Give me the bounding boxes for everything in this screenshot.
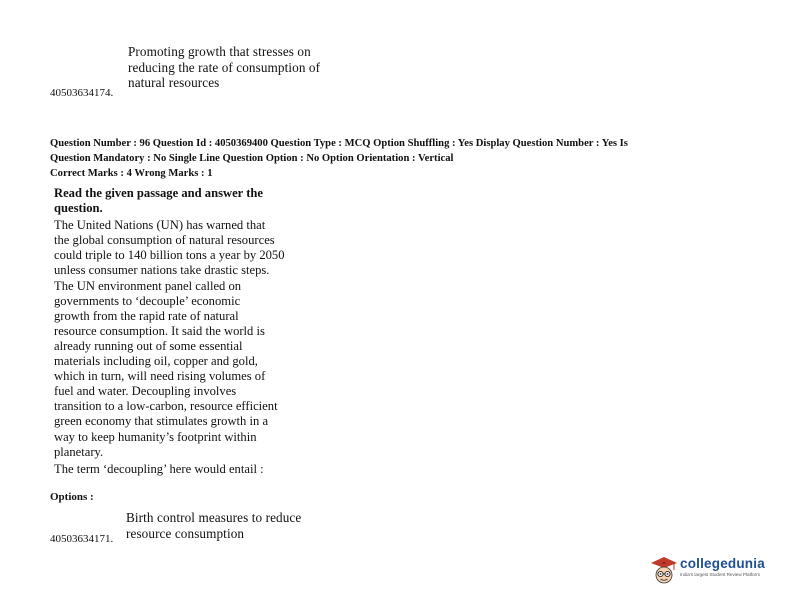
brand-logo	[650, 556, 765, 586]
brand-name: collegedunia	[680, 556, 765, 571]
brand-text	[680, 556, 765, 577]
previous-option-line: natural resources	[128, 75, 220, 90]
brand-tagline: India's largest Student Review Platform	[680, 572, 761, 577]
passage	[54, 186, 294, 477]
passage-line: the global consumption of natural resources	[54, 233, 275, 248]
question-meta-line-2: Question Mandatory : No Single Line Question Option : No Option Orientation : Vertical	[50, 153, 454, 164]
question-meta	[50, 136, 750, 181]
passage-line: materials including oil, copper and gold,	[54, 354, 258, 369]
previous-option-id: 40503634174.	[50, 87, 114, 99]
passage-line: transition to a low-carbon, resource efficient	[54, 399, 278, 414]
passage-line: resource consumption. It said the world is	[54, 323, 265, 338]
question-meta-line-1: Question Number : 96 Question Id : 4050369400 Question Type : MCQ Option Shuffling : Yes Display Question Number : Yes Is	[50, 138, 628, 149]
options-label: Options :	[50, 491, 94, 503]
passage-line: fuel and water. Decoupling involves	[54, 384, 237, 399]
graduate-mascot-icon	[650, 556, 678, 586]
passage-line: growth from the rapid rate of natural	[54, 308, 239, 323]
passage-line: already running out of some essential	[54, 338, 243, 353]
passage-lead-line: Read the given passage and answer the	[54, 186, 263, 200]
passage-line: planetary.	[54, 444, 104, 459]
passage-line: way to keep humanity’s footprint within	[54, 429, 257, 444]
passage-line: The United Nations (UN) has warned that	[54, 218, 266, 233]
question-meta-line-3: Correct Marks : 4 Wrong Marks : 1	[50, 168, 213, 179]
option-1-id: 40503634171.	[50, 533, 114, 545]
passage-lead	[54, 186, 294, 216]
passage-line: green economy that stimulates growth in a	[54, 414, 269, 429]
option-1-text[interactable]	[126, 510, 366, 541]
passage-question: The term ‘decoupling’ here would entail :	[54, 461, 264, 476]
passage-lead-line: question.	[54, 201, 103, 216]
passage-line: The UN environment panel called on	[54, 278, 242, 293]
previous-option-text	[128, 44, 368, 91]
passage-line: governments to ‘decouple’ economic	[54, 293, 241, 308]
option-1-line: resource consumption	[126, 525, 245, 541]
previous-option-line: reducing the rate of consumption of	[128, 59, 321, 75]
option-1-line: Birth control measures to reduce	[126, 510, 302, 525]
previous-option-line: Promoting growth that stresses on	[128, 44, 311, 59]
passage-line: unless consumer nations take drastic steps.	[54, 263, 270, 278]
passage-line: could triple to 140 billion tons a year by 2050	[54, 248, 285, 263]
passage-line: which in turn, will need rising volumes of	[54, 369, 266, 384]
